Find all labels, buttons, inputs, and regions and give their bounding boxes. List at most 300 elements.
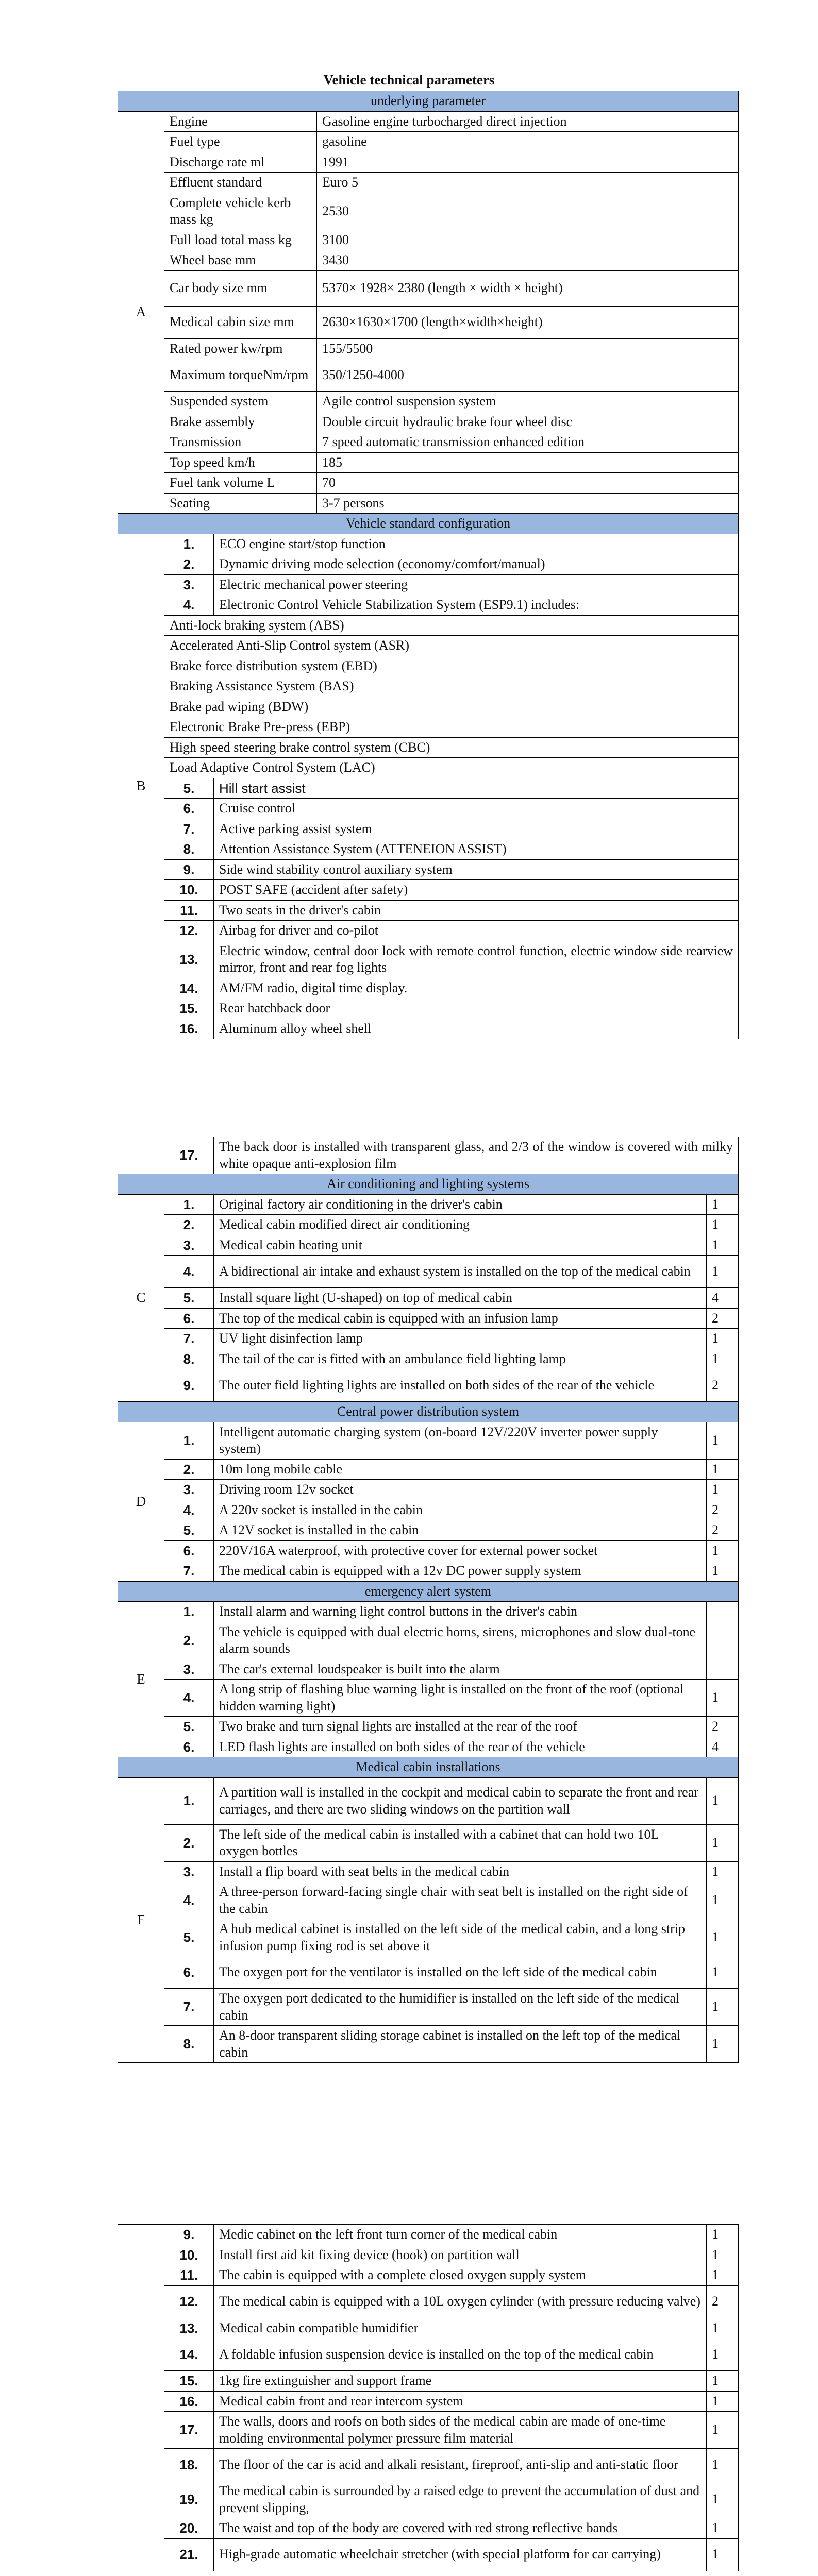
param-label: Maximum torqueNm/rpm: [164, 359, 317, 392]
item-description: Original factory air conditioning in the driver's cabin: [214, 1194, 707, 1215]
sub-item-description: Accelerated Anti-Slip Control system (ASR): [164, 636, 739, 656]
item-quantity: 1: [707, 1329, 739, 1349]
item-description: Electric window, central door lock with remote control function, electric window side rearview mirror, front and rear fog lights: [214, 941, 739, 978]
item-quantity: 2: [707, 1369, 739, 1402]
item-number: 2.: [164, 1215, 214, 1235]
item-number: 6.: [164, 1737, 214, 1757]
item-number: 10.: [164, 880, 214, 901]
section-header-row: [118, 1174, 739, 1195]
config-item: [118, 998, 739, 1019]
item-number: 4.: [164, 1500, 214, 1520]
item-quantity: 1: [707, 1540, 739, 1561]
item-description: Airbag for driver and co-pilot: [214, 921, 739, 941]
item-description: The walls, doors and roofs on both sides of the medical cabin are made of one-time molding environmental polymer pressure film material: [214, 2412, 707, 2449]
section-header-c: Air conditioning and lighting systems: [118, 1174, 739, 1195]
item-number: 4.: [164, 1882, 214, 1919]
item-number: 5.: [164, 1919, 214, 1956]
item-description: The medical cabin is surrounded by a raised edge to prevent the accumulation of dust and prevent slipping,: [214, 2481, 707, 2518]
item-number: 13.: [164, 941, 214, 978]
section-header-a: underlying parameter: [118, 91, 739, 112]
param-value: 3-7 persons: [317, 493, 739, 514]
item-quantity: 4: [707, 1737, 739, 1757]
param-row: [118, 132, 739, 152]
item-quantity: 1: [707, 1235, 739, 1256]
item-quantity: 1: [707, 2338, 739, 2371]
section-header-row: [118, 1402, 739, 1422]
item-description: Medic cabinet on the left front turn corner of the medical cabin: [214, 2225, 707, 2245]
equipment-item: [118, 2518, 739, 2539]
item-description: Attention Assistance System (ATTENEION ASSIST): [214, 839, 739, 860]
item-description: LED flash lights are installed on both sides of the rear of the vehicle: [214, 1737, 707, 1757]
param-label: Discharge rate ml: [164, 152, 317, 173]
equipment-item: [118, 1308, 739, 1329]
item-number: 2.: [164, 554, 214, 575]
param-row: [118, 392, 739, 412]
config-sub-item: [118, 676, 739, 697]
item-description: Medical cabin heating unit: [214, 1235, 707, 1256]
item-number: 6.: [164, 1540, 214, 1561]
param-row: [118, 338, 739, 359]
equipment-item: [118, 1622, 739, 1659]
config-item: [118, 819, 739, 839]
item-number: 18.: [164, 2449, 214, 2481]
item-quantity: 1: [707, 2371, 739, 2392]
item-description: High-grade automatic wheelchair stretcher (with special platform for car carrying): [214, 2538, 707, 2571]
item-description: Electronic Control Vehicle Stabilization System (ESP9.1) includes:: [214, 595, 739, 616]
item-quantity: 1: [707, 1680, 739, 1717]
section-header-row: [118, 1757, 739, 1778]
item-description: Aluminum alloy wheel shell: [214, 1019, 739, 1039]
item-number: 3.: [164, 1480, 214, 1500]
config-item: [118, 880, 739, 901]
param-value: gasoline: [317, 132, 739, 152]
item-quantity: [707, 1622, 739, 1659]
param-label: Complete vehicle kerb mass kg: [164, 193, 317, 230]
item-description: 220V/16A waterproof, with protective cover for external power socket: [214, 1540, 707, 1561]
item-description: Two seats in the driver's cabin: [214, 900, 739, 921]
item-description: Cruise control: [214, 799, 739, 819]
item-description: A 220v socket is installed in the cabin: [214, 1500, 707, 1520]
equipment-item: [118, 1422, 739, 1459]
item-description: The oxygen port for the ventilator is installed on the left side of the medical cabin: [214, 1956, 707, 1989]
param-value: 70: [317, 473, 739, 494]
sub-item-description: Braking Assistance System (BAS): [164, 676, 739, 697]
item-description: Electric mechanical power steering: [214, 574, 739, 595]
item-number: 6.: [164, 799, 214, 819]
item-description: The left side of the medical cabin is installed with a cabinet that can hold two 10L oxygen bottles: [214, 1824, 707, 1861]
config-sub-item: [118, 697, 739, 717]
param-value: 3430: [317, 250, 739, 271]
item-quantity: 1: [707, 1861, 739, 1882]
item-quantity: 1: [707, 2245, 739, 2265]
item-description: Medical cabin modified direct air conditioning: [214, 1215, 707, 1235]
item-quantity: 1: [707, 1215, 739, 1235]
item-quantity: 1: [707, 1919, 739, 1956]
param-value: Agile control suspension system: [317, 392, 739, 412]
item-quantity: 1: [707, 1349, 739, 1369]
item-number: 3.: [164, 574, 214, 595]
equipment-item: [118, 2538, 739, 2571]
item-number: 12.: [164, 2285, 214, 2318]
item-description: Install first aid kit fixing device (hook) on partition wall: [214, 2245, 707, 2265]
param-value: 2630×1630×1700 (length×width×height): [317, 306, 739, 338]
item-number: 8.: [164, 839, 214, 860]
item-number: 11.: [164, 900, 214, 921]
item-number: 9.: [164, 859, 214, 880]
equipment-item: [118, 2318, 739, 2338]
item-description: Two brake and turn signal lights are installed at the rear of the roof: [214, 1717, 707, 1737]
item-number: 5.: [164, 778, 214, 799]
item-number: 4.: [164, 1680, 214, 1717]
param-value: 185: [317, 452, 739, 473]
param-label: Seating: [164, 493, 317, 514]
param-value: 1991: [317, 152, 739, 173]
item-description: Rear hatchback door: [214, 998, 739, 1019]
param-row: [118, 412, 739, 432]
config-sub-item: [118, 656, 739, 676]
item-number: 10.: [164, 2245, 214, 2265]
item-quantity: 1: [707, 1256, 739, 1288]
equipment-item: [118, 1459, 739, 1480]
item-description: POST SAFE (accident after safety): [214, 880, 739, 901]
item-description: The tail of the car is fitted with an ambulance field lighting lamp: [214, 1349, 707, 1369]
item-quantity: 1: [707, 2265, 739, 2286]
item-quantity: 2: [707, 1520, 739, 1541]
equipment-item: [118, 1520, 739, 1541]
param-row: [118, 193, 739, 230]
equipment-item: [118, 1824, 739, 1861]
item-description: The cabin is equipped with a complete closed oxygen supply system: [214, 2265, 707, 2286]
spec-table-page-3: [118, 2224, 739, 2571]
section-header-b: Vehicle standard configuration: [118, 514, 739, 534]
item-number: 16.: [164, 2391, 214, 2412]
item-number: 4.: [164, 595, 214, 616]
sub-item-description: Load Adaptive Control System (LAC): [164, 758, 739, 778]
equipment-item: [118, 2245, 739, 2265]
param-value: Gasoline engine turbocharged direct injection: [317, 111, 739, 132]
item-quantity: [707, 1602, 739, 1622]
param-value: 2530: [317, 193, 739, 230]
item-number: 7.: [164, 1329, 214, 1349]
param-label: Rated power kw/rpm: [164, 338, 317, 359]
item-quantity: 1: [707, 1459, 739, 1480]
item-description: The back door is installed with transparent glass, and 2/3 of the window is covered with milky white opaque anti-explosion film: [214, 1137, 739, 1174]
section-b-header-row: [118, 514, 739, 534]
param-row: [118, 173, 739, 193]
item-quantity: 1: [707, 2538, 739, 2571]
item-description: The oxygen port dedicated to the humidifier is installed on the left side of the medical cabin: [214, 1989, 707, 2026]
section-header-row: [118, 1581, 739, 1602]
config-item-continued: [118, 1137, 739, 1174]
param-row: [118, 111, 739, 132]
param-label: Engine: [164, 111, 317, 132]
sub-item-description: High speed steering brake control system (CBC): [164, 737, 739, 758]
param-label: Fuel type: [164, 132, 317, 152]
item-number: 8.: [164, 1349, 214, 1369]
item-description: The medical cabin is equipped with a 10L oxygen cylinder (with pressure reducing valve): [214, 2285, 707, 2318]
item-description: Install square light (U-shaped) on top of medical cabin: [214, 1288, 707, 1309]
param-label: Fuel tank volume L: [164, 473, 317, 494]
item-number: 2.: [164, 1459, 214, 1480]
equipment-item: [118, 2285, 739, 2318]
item-number: 7.: [164, 1989, 214, 2026]
equipment-item: [118, 1717, 739, 1737]
config-item: [118, 778, 739, 799]
item-description: 10m long mobile cable: [214, 1459, 707, 1480]
equipment-item: [118, 1561, 739, 1582]
sub-item-description: Brake pad wiping (BDW): [164, 697, 739, 717]
config-item: [118, 900, 739, 921]
item-description: The vehicle is equipped with dual electric horns, sirens, microphones and slow dual-tone alarm sounds: [214, 1622, 707, 1659]
item-quantity: 1: [707, 2026, 739, 2063]
equipment-item: [118, 1235, 739, 1256]
config-item: [118, 595, 739, 616]
item-description: ECO engine start/stop function: [214, 534, 739, 554]
equipment-item: [118, 1919, 739, 1956]
item-description: An 8-door transparent sliding storage cabinet is installed on the left top of the medical cabin: [214, 2026, 707, 2063]
config-item: [118, 554, 739, 575]
equipment-item: [118, 1500, 739, 1520]
item-description: Medical cabin compatible humidifier: [214, 2318, 707, 2338]
param-value: 350/1250-4000: [317, 359, 739, 392]
config-item: [118, 534, 739, 554]
param-label: Medical cabin size mm: [164, 306, 317, 338]
item-quantity: 2: [707, 1717, 739, 1737]
item-number: 6.: [164, 1308, 214, 1329]
item-description: The floor of the car is acid and alkali resistant, fireproof, anti-slip and anti-static floor: [214, 2449, 707, 2481]
item-number: 1.: [164, 534, 214, 554]
item-number: 7.: [164, 819, 214, 839]
equipment-item: [118, 1956, 739, 1989]
item-quantity: 2: [707, 1308, 739, 1329]
param-row: [118, 306, 739, 338]
config-item: [118, 941, 739, 978]
item-quantity: 1: [707, 1194, 739, 1215]
item-quantity: 1: [707, 2412, 739, 2449]
item-number: 19.: [164, 2481, 214, 2518]
item-description: Hill start assist: [214, 778, 739, 799]
equipment-item: [118, 2265, 739, 2286]
equipment-item: [118, 1369, 739, 1402]
section-letter-blank: [118, 1137, 164, 1174]
item-number: 3.: [164, 1235, 214, 1256]
equipment-item: [118, 1989, 739, 2026]
param-row: [118, 152, 739, 173]
param-row: [118, 250, 739, 271]
equipment-item: [118, 1288, 739, 1309]
item-number: 3.: [164, 1861, 214, 1882]
item-number: 14.: [164, 978, 214, 998]
item-description: A foldable infusion suspension device is installed on the top of the medical cabin: [214, 2338, 707, 2371]
item-quantity: 1: [707, 1480, 739, 1500]
config-sub-item: [118, 636, 739, 656]
param-label: Full load total mass kg: [164, 230, 317, 250]
item-quantity: 1: [707, 1561, 739, 1582]
param-label: Suspended system: [164, 392, 317, 412]
item-description: A bidirectional air intake and exhaust system is installed on the top of the medical cabin: [214, 1256, 707, 1288]
config-item: [118, 574, 739, 595]
equipment-item: [118, 2412, 739, 2449]
item-quantity: 1: [707, 1882, 739, 1919]
item-description: Install alarm and warning light control buttons in the driver's cabin: [214, 1602, 707, 1622]
item-quantity: 1: [707, 1956, 739, 1989]
sub-item-description: Electronic Brake Pre-press (EBP): [164, 717, 739, 738]
equipment-item: [118, 1680, 739, 1717]
item-quantity: [707, 1659, 739, 1680]
section-letter-b: B: [118, 534, 164, 1039]
section-a-header-row: [118, 91, 739, 112]
item-number: 15.: [164, 998, 214, 1019]
equipment-item: [118, 1882, 739, 1919]
equipment-item: [118, 1659, 739, 1680]
param-label: Top speed km/h: [164, 452, 317, 473]
param-row: [118, 270, 739, 306]
equipment-item: [118, 1329, 739, 1349]
equipment-item: [118, 2026, 739, 2063]
item-number: 11.: [164, 2265, 214, 2286]
config-sub-item: [118, 758, 739, 778]
sub-item-description: Anti-lock braking system (ABS): [164, 615, 739, 636]
item-description: Intelligent automatic charging system (on-board 12V/220V inverter power supply system): [214, 1422, 707, 1459]
equipment-item: [118, 1737, 739, 1757]
param-value: 7 speed automatic transmission enhanced edition: [317, 432, 739, 453]
item-number: 5.: [164, 1717, 214, 1737]
item-number: 17.: [164, 1137, 214, 1174]
spec-table-page-1: [118, 91, 739, 1039]
config-item: [118, 799, 739, 819]
section-letter-e: E: [118, 1602, 164, 1757]
param-row: [118, 473, 739, 494]
section-letter-blank: [118, 2225, 164, 2571]
item-description: Dynamic driving mode selection (economy/comfort/manual): [214, 554, 739, 575]
item-description: A hub medical cabinet is installed on the left side of the medical cabin, and a long strip infusion pump fixing rod is set above it: [214, 1919, 707, 1956]
item-number: 8.: [164, 2026, 214, 2063]
item-quantity: 1: [707, 2225, 739, 2245]
param-value: 5370× 1928× 2380 (length × width × height): [317, 270, 739, 306]
param-row: [118, 432, 739, 453]
equipment-item: [118, 1777, 739, 1824]
sub-item-description: Brake force distribution system (EBD): [164, 656, 739, 676]
section-letter-a: A: [118, 111, 164, 514]
item-number: 1.: [164, 1194, 214, 1215]
item-number: 2.: [164, 1622, 214, 1659]
equipment-item: [118, 1256, 739, 1288]
item-quantity: 1: [707, 1777, 739, 1824]
equipment-item: [118, 1480, 739, 1500]
item-number: 1.: [164, 1422, 214, 1459]
item-quantity: 1: [707, 2481, 739, 2518]
item-description: The top of the medical cabin is equipped with an infusion lamp: [214, 1308, 707, 1329]
config-item: [118, 859, 739, 880]
config-item: [118, 978, 739, 998]
section-header-d: Central power distribution system: [118, 1402, 739, 1422]
equipment-item: [118, 2371, 739, 2392]
spec-table-page-2: [118, 1137, 739, 2063]
item-description: The car's external loudspeaker is built into the alarm: [214, 1659, 707, 1680]
item-number: 5.: [164, 1520, 214, 1541]
item-number: 9.: [164, 1369, 214, 1402]
param-value: Euro 5: [317, 173, 739, 193]
item-description: A partition wall is installed in the cockpit and medical cabin to separate the front and rear carriages, and there are two sliding windows on the partition wall: [214, 1777, 707, 1824]
equipment-item: [118, 1349, 739, 1369]
param-label: Brake assembly: [164, 412, 317, 432]
equipment-item: [118, 1540, 739, 1561]
item-quantity: 1: [707, 2391, 739, 2412]
item-number: 4.: [164, 1256, 214, 1288]
page-title: Vehicle technical parameters: [323, 72, 495, 88]
item-description: A three-person forward-facing single chair with seat belt is installed on the right side of the cabin: [214, 1882, 707, 1919]
item-number: 12.: [164, 921, 214, 941]
item-quantity: 1: [707, 2449, 739, 2481]
item-description: UV light disinfection lamp: [214, 1329, 707, 1349]
section-letter-d: D: [118, 1422, 164, 1581]
section-header-f: Medical cabin installations: [118, 1757, 739, 1778]
param-value: Double circuit hydraulic brake four wheel disc: [317, 412, 739, 432]
item-description: Driving room 12v socket: [214, 1480, 707, 1500]
item-quantity: 1: [707, 2318, 739, 2338]
item-description: 1kg fire extinguisher and support frame: [214, 2371, 707, 2392]
config-sub-item: [118, 615, 739, 636]
item-number: 2.: [164, 1824, 214, 1861]
section-letter-c: C: [118, 1194, 164, 1402]
item-description: A long strip of flashing blue warning light is installed on the front of the roof (optional hidden warning light): [214, 1680, 707, 1717]
param-value: 155/5500: [317, 338, 739, 359]
item-number: 16.: [164, 1019, 214, 1039]
config-item: [118, 1019, 739, 1039]
param-label: Car body size mm: [164, 270, 317, 306]
item-quantity: 1: [707, 2518, 739, 2539]
item-number: 13.: [164, 2318, 214, 2338]
param-row: [118, 359, 739, 392]
param-label: Wheel base mm: [164, 250, 317, 271]
item-quantity: 2: [707, 1500, 739, 1520]
item-description: Active parking assist system: [214, 819, 739, 839]
config-item: [118, 839, 739, 860]
item-number: 3.: [164, 1659, 214, 1680]
item-quantity: 4: [707, 1288, 739, 1309]
equipment-item: [118, 2338, 739, 2371]
config-sub-item: [118, 717, 739, 738]
config-sub-item: [118, 737, 739, 758]
item-number: 1.: [164, 1602, 214, 1622]
item-number: 15.: [164, 2371, 214, 2392]
item-description: The medical cabin is equipped with a 12v DC power supply system: [214, 1561, 707, 1582]
equipment-item: [118, 2391, 739, 2412]
param-value: 3100: [317, 230, 739, 250]
section-header-e: emergency alert system: [118, 1581, 739, 1602]
item-quantity: 1: [707, 1989, 739, 2026]
item-description: Install a flip board with seat belts in the medical cabin: [214, 1861, 707, 1882]
equipment-item: [118, 1194, 739, 1215]
item-description: Medical cabin front and rear intercom system: [214, 2391, 707, 2412]
config-item: [118, 921, 739, 941]
item-number: 9.: [164, 2225, 214, 2245]
param-row: [118, 493, 739, 514]
item-number: 6.: [164, 1956, 214, 1989]
item-number: 7.: [164, 1561, 214, 1582]
item-number: 5.: [164, 1288, 214, 1309]
equipment-item: [118, 2449, 739, 2481]
equipment-item: [118, 1602, 739, 1622]
equipment-item: [118, 2225, 739, 2245]
equipment-item: [118, 1861, 739, 1882]
item-description: Side wind stability control auxiliary system: [214, 859, 739, 880]
item-quantity: 1: [707, 1422, 739, 1459]
item-quantity: 1: [707, 1824, 739, 1861]
item-number: 20.: [164, 2518, 214, 2539]
item-description: AM/FM radio, digital time display.: [214, 978, 739, 998]
item-quantity: 2: [707, 2285, 739, 2318]
